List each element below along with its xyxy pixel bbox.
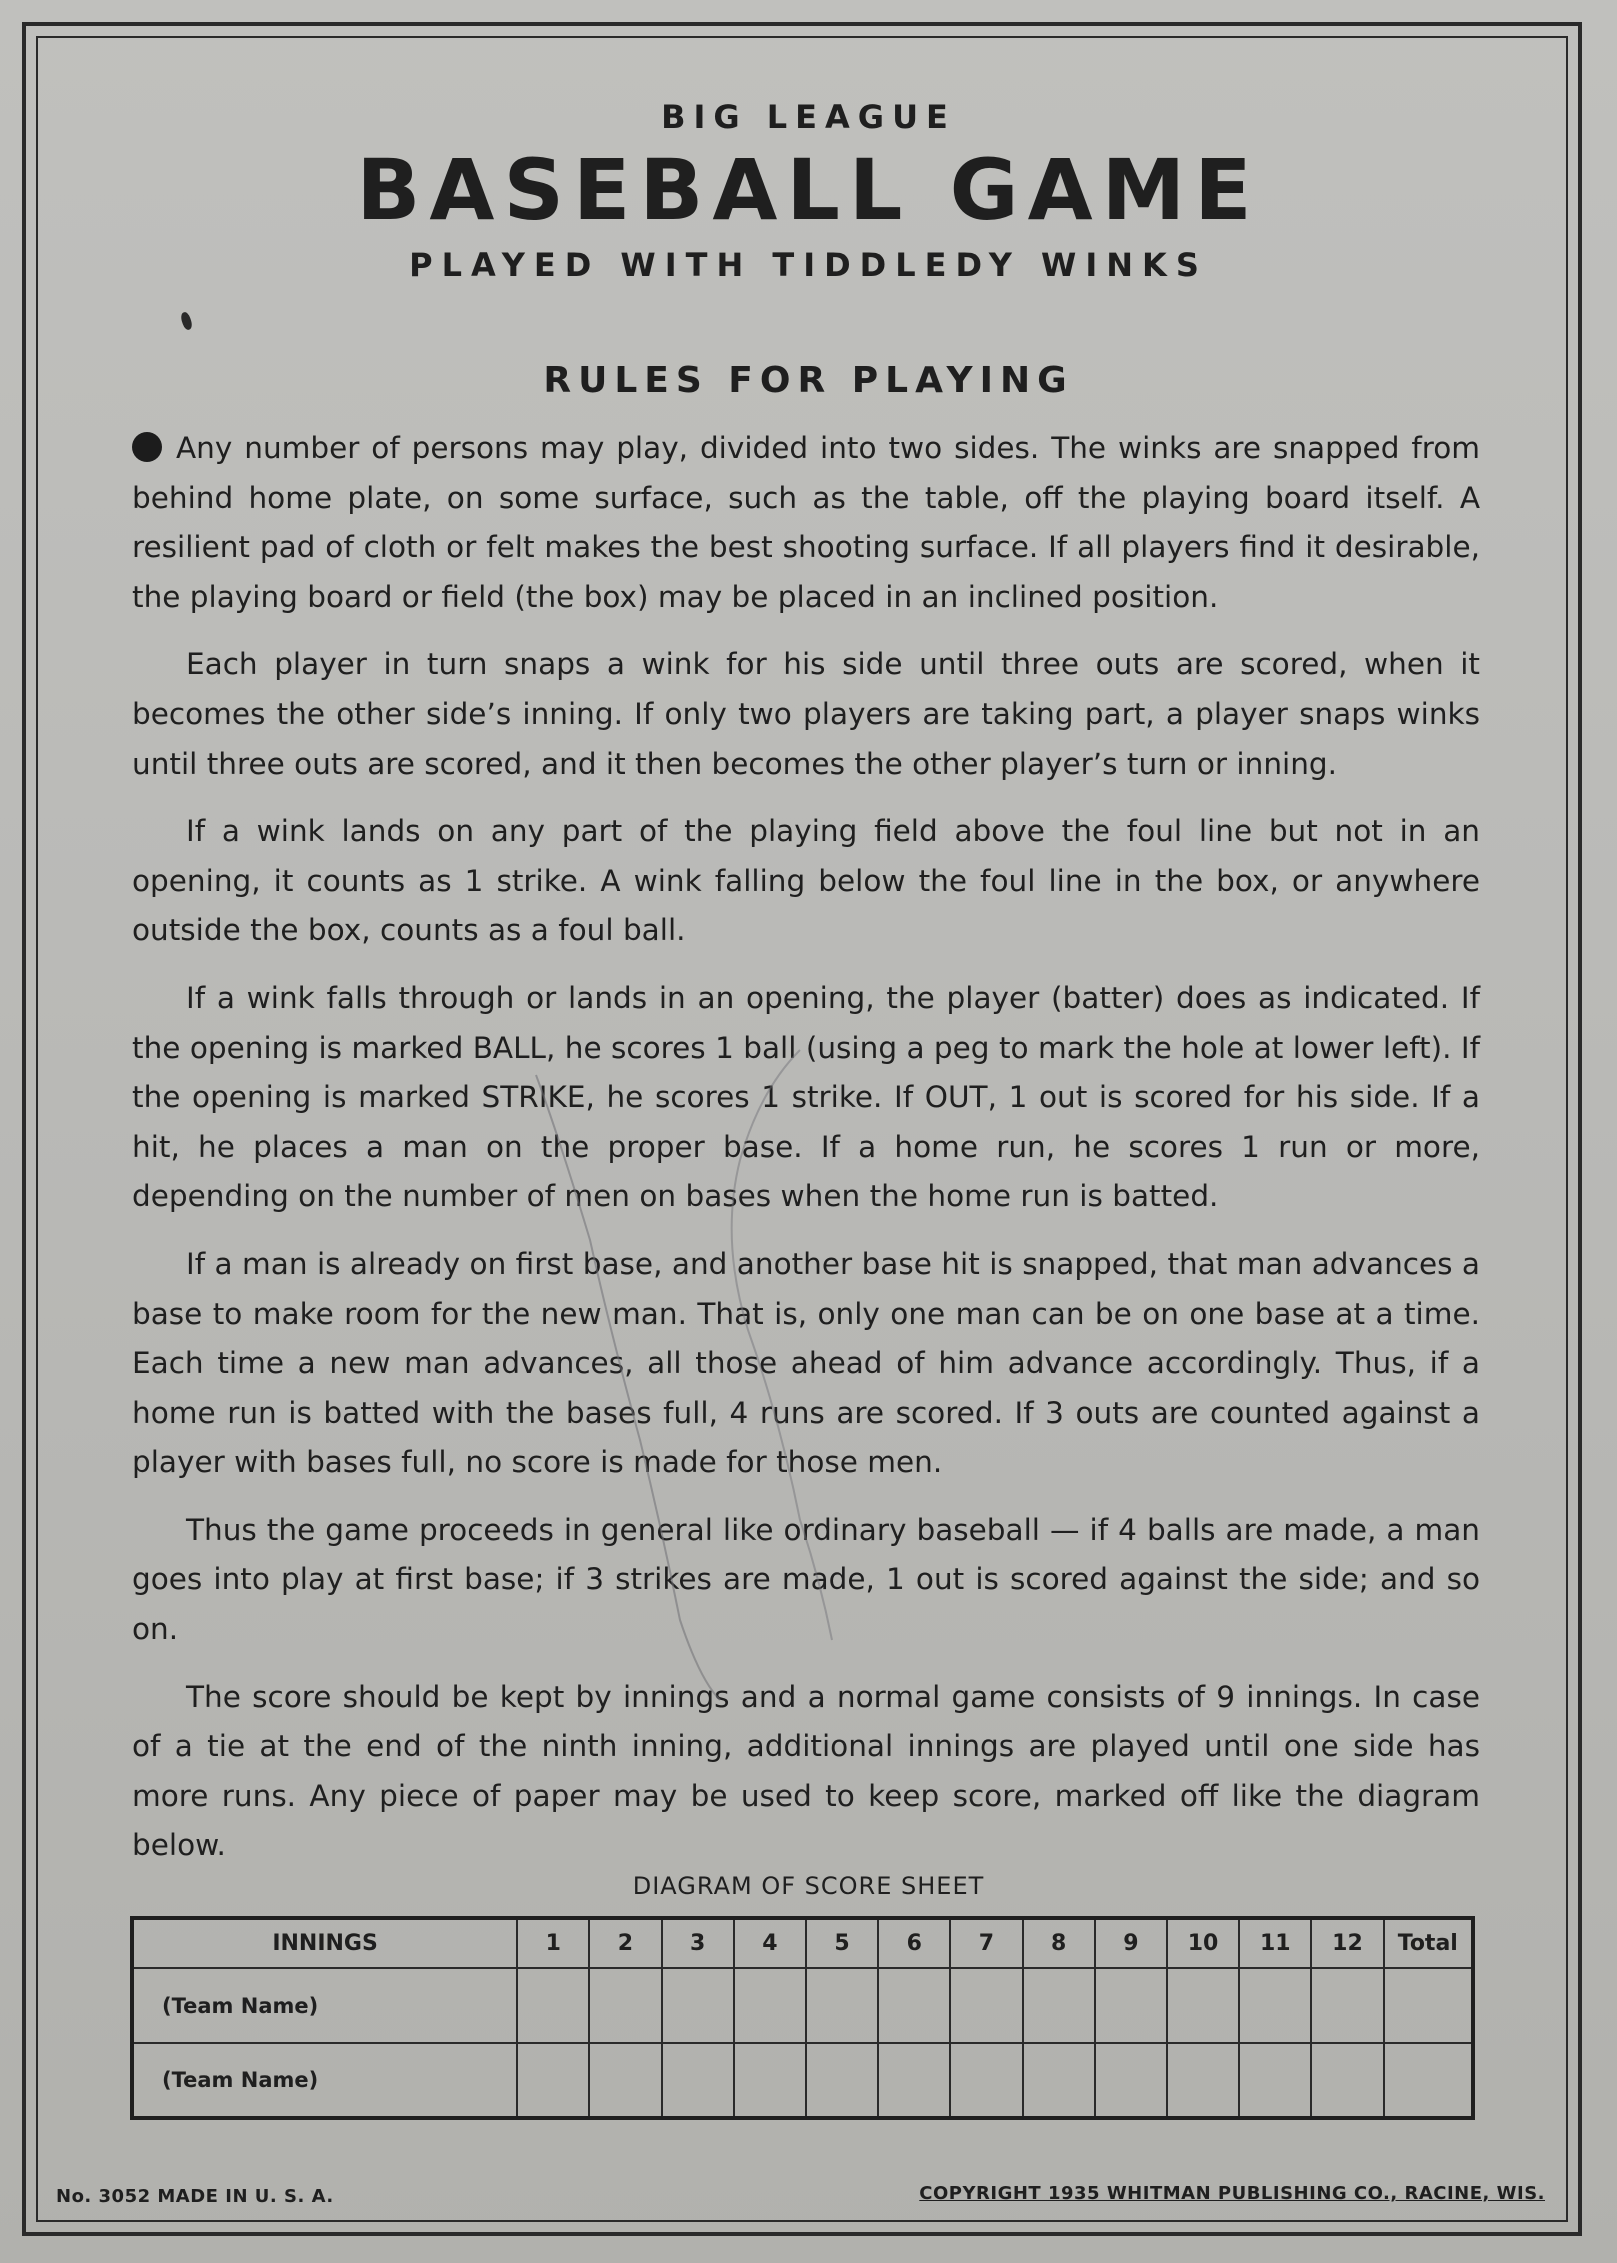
total-header: Total: [1384, 1918, 1473, 1968]
total-cell: [1384, 2043, 1473, 2118]
total-cell: [1384, 1968, 1473, 2043]
score-cell: [1311, 2043, 1383, 2118]
score-cell: [1311, 1968, 1383, 2043]
rules-paragraph: Each player in turn snaps a wink for his side until three outs are scored, when it becomes the other side’s inning. If only two players are taking part, a player snaps winks until three outs are scored, and it then becomes the other player’s turn or inning.: [132, 647, 1480, 781]
score-cell: [662, 2043, 734, 2118]
score-cell: [517, 1968, 589, 2043]
rules-paragraph-text: Any number of persons may play, divided into two sides. The winks are snapped from behind home plate, on some surface, such as the table, off the playing board itself. A resilient pad of cloth or felt makes the best shooting surface. If all players find it desirable, the playing board or field (the box) may be placed in an inclined position.: [132, 431, 1480, 614]
inning-header: 3: [662, 1918, 734, 1968]
score-cell: [806, 1968, 878, 2043]
score-cell: [1023, 2043, 1095, 2118]
score-cell: [878, 2043, 950, 2118]
score-cell: [950, 2043, 1022, 2118]
score-cell: [1239, 2043, 1311, 2118]
score-cell: [1239, 1968, 1311, 2043]
score-cell: [734, 2043, 806, 2118]
title-baseball-game: BASEBALL GAME: [356, 141, 1261, 239]
score-cell: [662, 1968, 734, 2043]
inning-header: 7: [950, 1918, 1022, 1968]
rules-paragraph: Thus the game proceeds in general like ordinary baseball — if 4 balls are made, a man goes into play at first base; if 3 strikes are made, 1 out is scored against the side; and so on.: [132, 1512, 1480, 1647]
inning-header: 4: [734, 1918, 806, 1968]
inning-header: 6: [878, 1918, 950, 1968]
score-cell: [1095, 1968, 1167, 2043]
diagram-title: DIAGRAM OF SCORE SHEET: [632, 1872, 985, 1900]
rules-body: [132, 424, 1480, 1889]
inning-header: 11: [1239, 1918, 1311, 1968]
score-cell: [878, 1968, 950, 2043]
score-cell: [1095, 2043, 1167, 2118]
team-row: [132, 1968, 1473, 2043]
team-name-cell: (Team Name): [132, 1968, 517, 2043]
team-name-cell: (Team Name): [132, 2043, 517, 2118]
footer-copyright: COPYRIGHT 1935 WHITMAN PUBLISHING CO., RACINE, WIS.: [919, 2183, 1545, 2204]
inning-header: 2: [589, 1918, 661, 1968]
inning-header: 9: [1095, 1918, 1167, 1968]
footer-product-number: No. 3052 MADE IN U. S. A.: [56, 2186, 334, 2207]
score-cell: [589, 2043, 661, 2118]
score-cell: [806, 2043, 878, 2118]
score-cell: [1167, 1968, 1239, 2043]
inning-header: 10: [1167, 1918, 1239, 1968]
score-cell: [950, 1968, 1022, 2043]
rules-heading: RULES FOR PLAYING: [543, 360, 1074, 401]
rules-paragraph: If a man is already on first base, and another base hit is snapped, that man advances a base to make room for the new man. That is, only one man can be on one base at a time. Each time a new man advances, all those ahead of him advance accordingly. Thus, if a home run is batted with the bases full, 4 runs are scored. If 3 outs are counted against a player with bases full, no score is made for those men.: [132, 1246, 1480, 1480]
innings-header: INNINGS: [132, 1918, 517, 1968]
rules-paragraph: The score should be kept by innings and a normal game consists of 9 innings. In case of a tie at the end of the ninth inning, additional innings are played until one side has more runs. Any piece of paper may be used to keep score, marked off like the diagram below.: [132, 1679, 1480, 1863]
title-big-league: BIG LEAGUE: [661, 98, 956, 136]
score-cell: [734, 1968, 806, 2043]
score-cell: [517, 2043, 589, 2118]
rules-paragraph: [132, 424, 1480, 622]
inning-header: 5: [806, 1918, 878, 1968]
rules-paragraph: If a wink lands on any part of the playing field above the foul line but not in an opening, it counts as 1 strike. A wink falling below the foul line in the box, or anywhere outside the box, counts as a foul ball.: [132, 814, 1480, 948]
inning-header: 12: [1311, 1918, 1383, 1968]
bullet-icon: [132, 432, 162, 462]
score-cell: [1167, 2043, 1239, 2118]
inning-header: 1: [517, 1918, 589, 1968]
score-sheet-table: [130, 1916, 1475, 2120]
rules-paragraph: If a wink falls through or lands in an opening, the player (batter) does as indicated. If the opening is marked BALL, he scores 1 ball (using a peg to mark the hole at lower left). If the opening is marked STRIKE, he scores 1 strike. If OUT, 1 out is scored for his side. If a hit, he places a man on the proper base. If a home run, he scores 1 run or more, depending on the number of men on bases when the home run is batted.: [132, 980, 1480, 1214]
score-header-row: [132, 1918, 1473, 1968]
inning-header: 8: [1023, 1918, 1095, 1968]
title-subtitle: PLAYED WITH TIDDLEDY WINKS: [409, 246, 1208, 284]
team-row: [132, 2043, 1473, 2118]
score-cell: [1023, 1968, 1095, 2043]
score-cell: [589, 1968, 661, 2043]
